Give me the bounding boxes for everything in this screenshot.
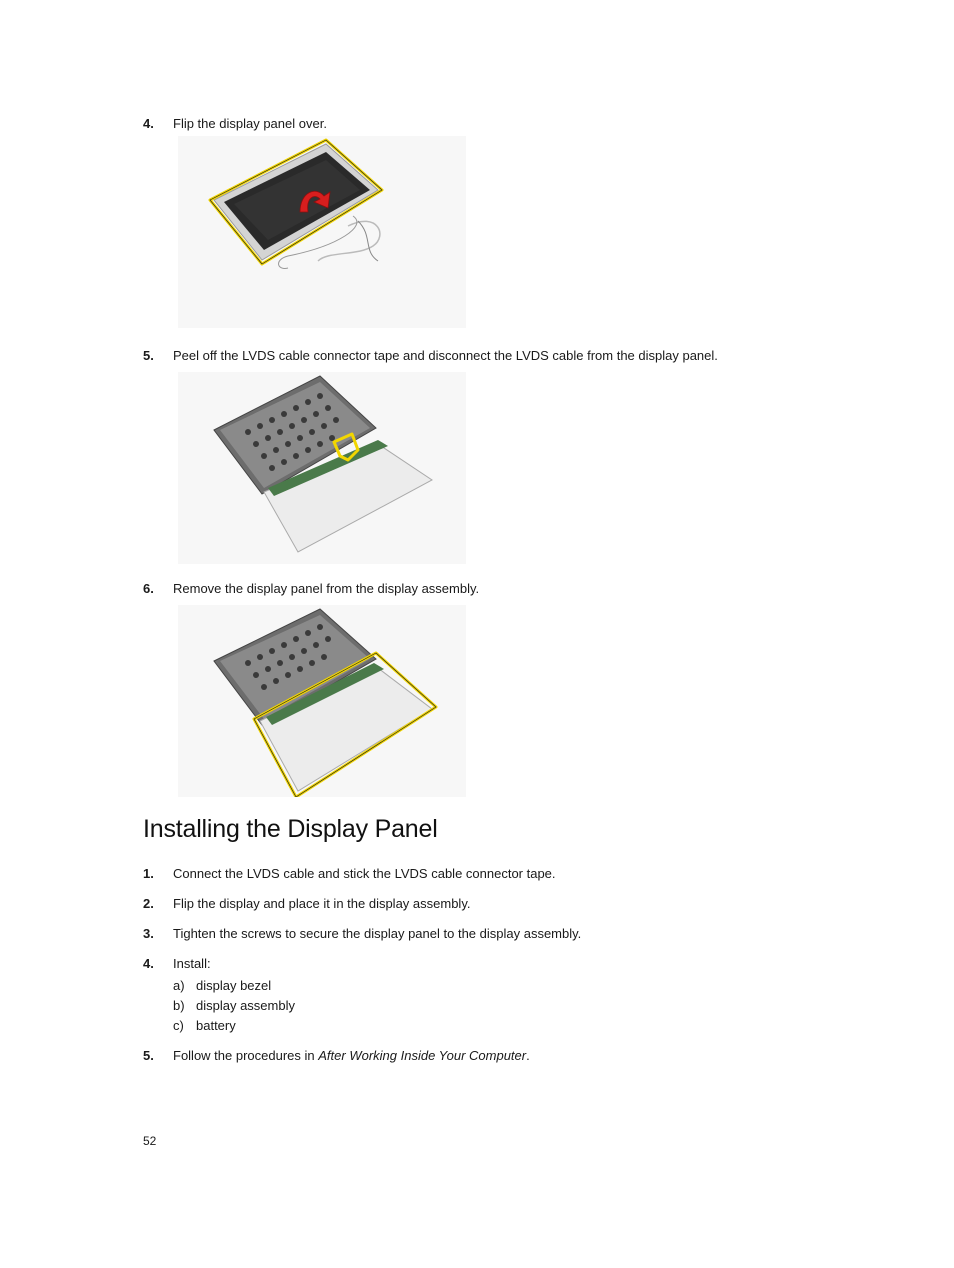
install-sub-item: [173, 998, 295, 1013]
sub-item-label: b): [173, 998, 185, 1013]
step-item: [143, 348, 718, 363]
step-number: 5.: [143, 348, 154, 363]
section-title: Installing the Display Panel: [143, 815, 438, 843]
sub-item-text: display bezel: [196, 978, 272, 993]
page-number: 52: [143, 1134, 157, 1148]
step-item: [143, 116, 327, 131]
step-number: 3.: [143, 926, 154, 941]
figure-remove-display-panel: [178, 605, 466, 797]
install-sub-item: [173, 1018, 236, 1033]
figure-flip-display-panel: [178, 136, 466, 328]
install-step-item: [143, 956, 211, 971]
install-step-item: [143, 896, 470, 911]
step-text: Remove the display panel from the display assembly.: [173, 581, 480, 596]
step-text: Flip the display and place it in the display assembly.: [173, 896, 471, 911]
install-sub-item: [173, 978, 271, 993]
step-text-before: Follow the procedures in: [173, 1048, 319, 1063]
install-step-item: [143, 866, 556, 881]
step-number: 1.: [143, 866, 154, 881]
sub-item-text: display assembly: [196, 998, 295, 1013]
sub-item-text: battery: [196, 1018, 236, 1033]
sub-item-label: c): [173, 1018, 184, 1033]
step-number: 4.: [143, 116, 154, 131]
step-text: Peel off the LVDS cable connector tape and disconnect the LVDS cable from the display panel.: [173, 348, 718, 363]
step-number: 5.: [143, 1048, 154, 1063]
install-step-item: [143, 926, 581, 941]
step-text: Tighten the screws to secure the display panel to the display assembly.: [173, 926, 582, 941]
step-text: Install:: [173, 956, 211, 971]
step-number: 6.: [143, 581, 154, 596]
step-text: Flip the display panel over.: [173, 116, 327, 131]
step-number: 4.: [143, 956, 154, 971]
cross-reference-link[interactable]: After Working Inside Your Computer: [318, 1048, 527, 1063]
step-item: [143, 581, 479, 596]
step-text: Connect the LVDS cable and stick the LVDS cable connector tape.: [173, 866, 556, 881]
step-number: 2.: [143, 896, 154, 911]
step-text-after: .: [526, 1048, 530, 1063]
figure-disconnect-lvds-cable: [178, 372, 466, 564]
sub-item-label: a): [173, 978, 185, 993]
install-step-item: [143, 1048, 530, 1063]
